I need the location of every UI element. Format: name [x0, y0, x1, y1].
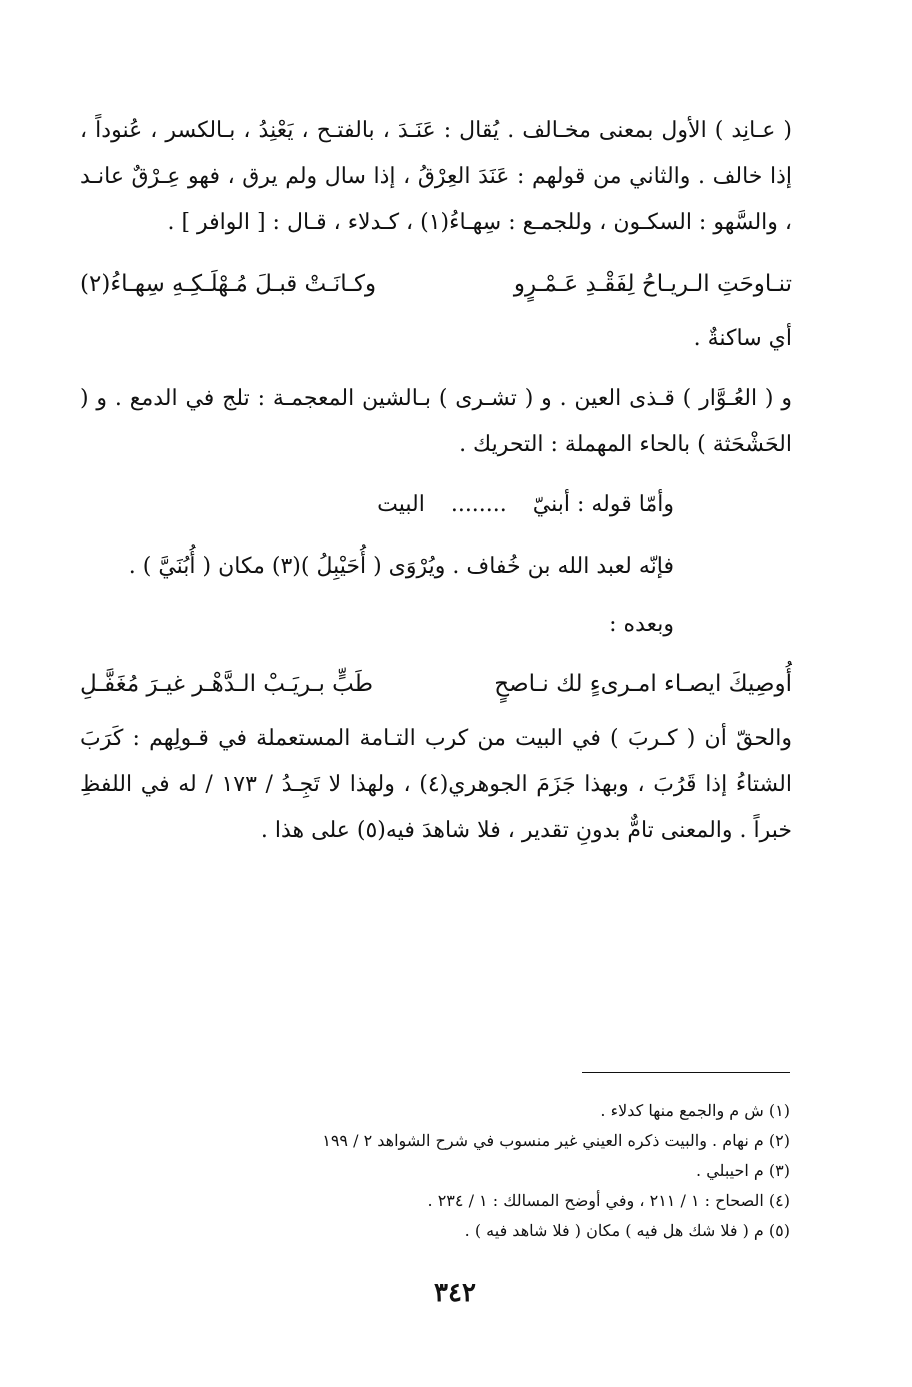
- footnote-5: (٥) م ( فلا شك هل فيه ) مكان ( فلا شاهد فيه ) .: [464, 1221, 790, 1240]
- quote-lead: وأمّا قوله : أبنيّ: [532, 492, 674, 517]
- verse-2-second-hemistich: طَبٍّ بـريَـبْ الـدَّهْـر غيـرَ مُغَفَّـلِ: [80, 671, 374, 697]
- footnote-divider: [582, 1072, 790, 1073]
- paragraph-definition-anid: ( عـانِد ) الأول بمعنى مخـالف . يُقال : عَنَـدَ ، بالفتـح ، يَعْنِدُ ، بـالكسر ، عُنوداً ، إذا خالف . والثاني من قولهم : عَنَدَ العِرْقُ ، إذا سال ولم يرق ، فهو عِـرْقٌ عانـد ، والسَّهو : السكـون ، وللجمـع : سِهـاءُ(١) ، كـدلاء ، قـال : [ الوافر ] .: [80, 118, 792, 235]
- footnote-4: (٤) الصحاح : ١ / ٢١١ ، وفي أوضح المسالك : ١ / ٢٣٤ .: [427, 1191, 790, 1210]
- verse-line-1: [80, 260, 792, 308]
- paragraph-karaba: والحقّ أن ( كـربَ ) في البيت من كرب التـامة المستعملة في قـولِهم : كَرَبَ الشتاءُ إذا قَرُبَ ، وبهذا جَزَمَ الجوهري(٤) ، ولهذا لا تَجِـدُ / ١٧٣ / له في اللفظِ خبراً . والمعنى تامٌّ بدونِ تقدير ، فلا شاهدَ فيه(٥) على هذا .: [80, 726, 792, 843]
- paragraph-awwar: و ( العُـوَّار ) قـذى العين . و ( تشـرى ) بـالشين المعجمـة : تلج في الدمع . و ( الحَشْحَثة ) بالحاء المهملة : التحريك .: [80, 386, 792, 457]
- footnotes: [200, 1096, 790, 1246]
- paragraph-meaning: أي ساكنةٌ .: [693, 326, 792, 351]
- paragraph-after-it: وبعده :: [609, 612, 674, 637]
- quote-line: [80, 482, 792, 528]
- quote-dots: ........: [450, 492, 507, 517]
- footnote-1: (١) ش م والجمع منها كدلاء .: [600, 1101, 790, 1120]
- main-text: [80, 108, 792, 868]
- quote-tail: البيت: [377, 492, 425, 517]
- page-number: ٣٤٢: [434, 1278, 476, 1308]
- verse-2-first-hemistich: أُوصِيكَ ايصـاء امـرىءٍ لك نـاصحٍ: [494, 671, 792, 697]
- verse-line-2: [80, 660, 792, 708]
- footnote-2: (٢) م نهام . والبيت ذكره العيني غير منسوب في شرح الشواهد ٢ / ١٩٩: [322, 1131, 790, 1150]
- verse-1-first-hemistich: تنـاوحَتِ الـريـاحُ لِفَقْـدِ عَـمْـرٍو: [513, 271, 792, 297]
- verse-1-second-hemistich: وكـانَـتْ قبـلَ مُـهْلَـكِـهِ سِهـاءُ(٢): [80, 271, 377, 297]
- footnote-3: (٣) م احيبلي .: [696, 1161, 790, 1180]
- paragraph-attribution: فإنّه لعبد الله بن خُفاف . ويُرْوَى ( أُحَيْبِلُ )(٣) مكان ( أُبُنَيَّ ) .: [128, 554, 674, 579]
